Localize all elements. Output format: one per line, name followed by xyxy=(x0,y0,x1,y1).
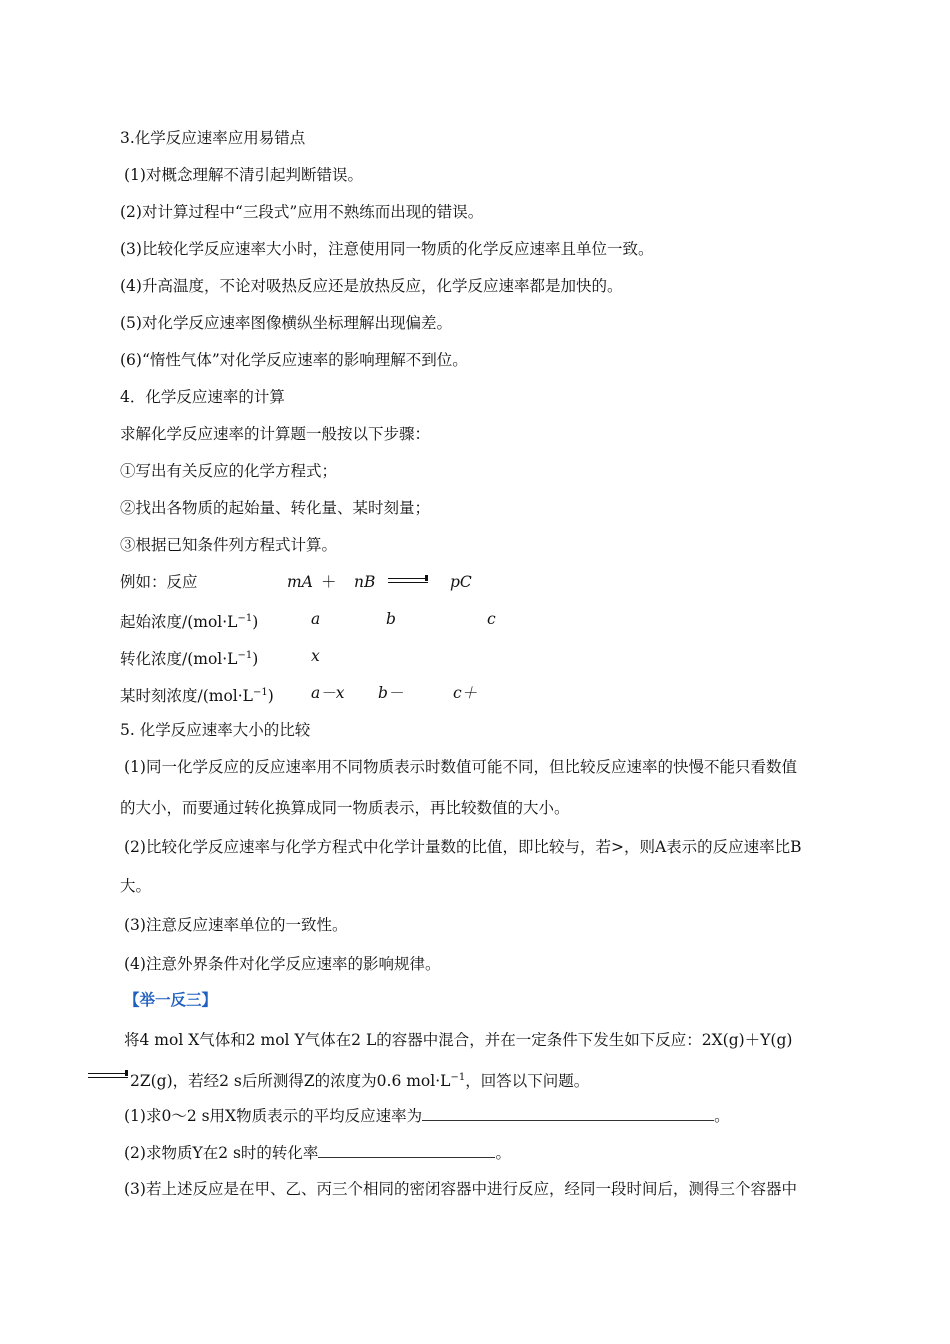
row-label-initial: 起始浓度$/(mol\cdot L^{-1})$ xyxy=(120,613,259,632)
sub-question-1: (1)求0～2 s用X物质表示的平均反应速率为 。 xyxy=(124,1107,730,1125)
section-4-intro: 求解化学反应速率的计算题一般按以下步骤： xyxy=(120,425,431,443)
paragraph: (2)比较化学反应速率与化学方程式中化学计量数的比值，即比较与，若>，则A表示的反应速率比B xyxy=(124,838,802,856)
section-3-title: 3.化学反应速率应用易错点 xyxy=(120,129,306,147)
cell-b: b－ xyxy=(378,684,404,702)
paragraph: (4)注意外界条件对化学反应速率的影响规律。 xyxy=(124,955,441,973)
practice-heading: 【举一反三】 xyxy=(124,990,218,1009)
sub-question-2: (2)求物质Y在2 s时的转化率 。 xyxy=(124,1144,511,1162)
section-3-item: (5)对化学反应速率图像横纵坐标理解出现偏差。 xyxy=(120,314,452,332)
paragraph: 大。 xyxy=(120,877,152,895)
reversible-arrow-icon xyxy=(88,1073,128,1081)
section-3-item: (2)对计算过程中“三段式”应用不熟练而出现的错误。 xyxy=(120,203,484,221)
section-3-item: (3)比较化学反应速率大小时，注意使用同一物质的化学反应速率且单位一致。 xyxy=(120,240,654,258)
cell-c: c xyxy=(487,610,496,628)
step-item: ①写出有关反应的化学方程式； xyxy=(120,462,338,480)
section-3-item: (4)升高温度，不论对吸热反应还是放热反应，化学反应速率都是加快的。 xyxy=(120,277,623,295)
paragraph: (3)注意反应速率单位的一致性。 xyxy=(124,916,348,934)
practice-question-cont: 2Z(g)，若经2 s后所测得Z的浓度为0.6 $mol\cdot L^{-1}$，回答以下问题。 xyxy=(130,1072,590,1091)
section-4-title: 4．化学反应速率的计算 xyxy=(120,388,285,406)
step-item: ③根据已知条件列方程式计算。 xyxy=(120,536,338,554)
cell-a: x xyxy=(311,647,320,665)
row-label-change: 转化浓度$/(mol\cdot L^{-1})$ xyxy=(120,650,259,669)
cell-a: a－x xyxy=(311,684,345,702)
plus-sign: ＋ xyxy=(321,573,337,591)
cell-b: b xyxy=(386,610,396,628)
product-c: pC xyxy=(450,573,472,591)
cell-c: c＋ xyxy=(453,684,478,702)
step-item: ②找出各物质的起始量、转化量、某时刻量； xyxy=(120,499,431,517)
section-3-item: (1)对概念理解不清引起判断错误。 xyxy=(124,166,363,184)
example-label: 例如：反应 xyxy=(120,573,198,591)
paragraph: 的大小，而要通过转化换算成同一物质表示，再比较数值的大小。 xyxy=(120,799,570,817)
section-3-item: (6)“惰性气体”对化学反应速率的影响理解不到位。 xyxy=(120,351,468,369)
section-5-title: 5. 化学反应速率大小的比较 xyxy=(120,721,311,739)
reversible-arrow-icon xyxy=(388,578,428,586)
paragraph: (1)同一化学反应的反应速率用不同物质表示时数值可能不同，但比较反应速率的快慢不能只看数值 xyxy=(124,758,797,776)
reactant-a: mA xyxy=(287,573,313,591)
practice-question: 将4 mol X气体和2 mol Y气体在2 L的容器中混合，并在一定条件下发生如下反应：2X(g)＋Y(g) xyxy=(124,1031,793,1049)
cell-a: a xyxy=(311,610,321,628)
answer-blank[interactable] xyxy=(318,1142,495,1158)
reactant-b: nB xyxy=(354,573,376,591)
answer-blank[interactable] xyxy=(422,1105,714,1121)
row-label-moment: 某时刻浓度$/(mol\cdot L^{-1})$ xyxy=(120,687,274,706)
sub-question-3: (3)若上述反应是在甲、乙、丙三个相同的密闭容器中进行反应，经同一段时间后，测得三个容器中 xyxy=(124,1180,797,1198)
